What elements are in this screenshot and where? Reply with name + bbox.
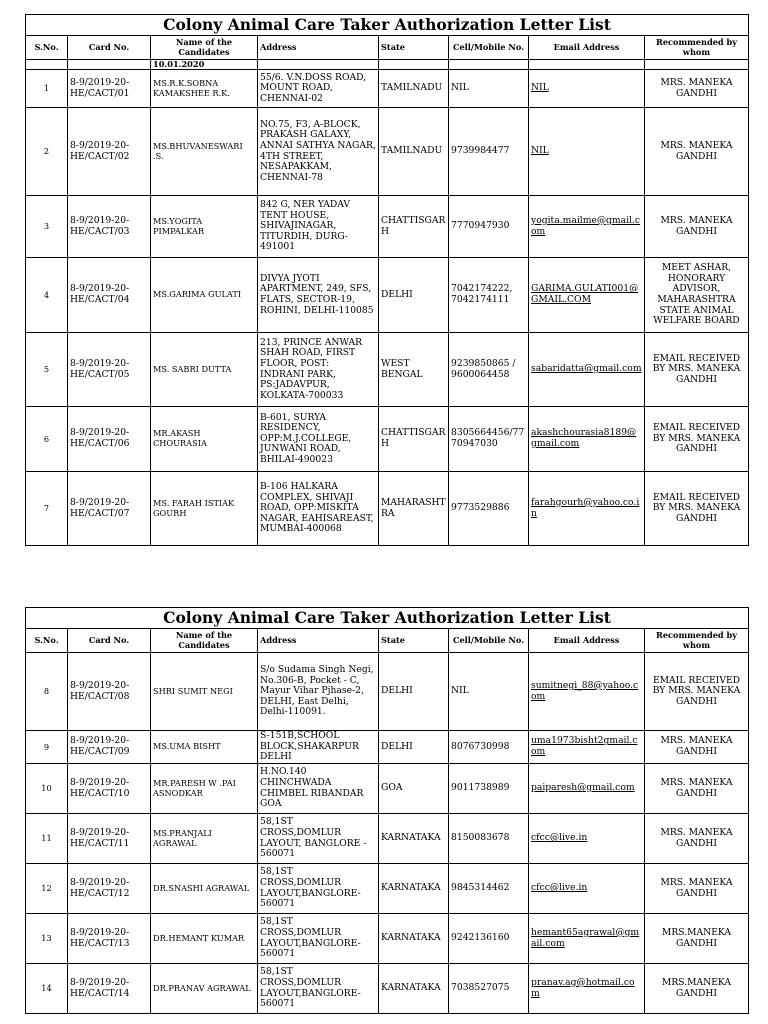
cell-card: 8-9/2019-20-HE/CACT/02 [68, 108, 151, 196]
table-2-body [26, 653, 749, 1014]
cell-card: 8-9/2019-20-HE/CACT/04 [68, 258, 151, 333]
cell-sno: 2 [26, 108, 68, 196]
cell-sno: 12 [26, 864, 68, 914]
cell-phone: 7042174222, 7042174111 [449, 258, 529, 333]
cell-email[interactable]: akashchourasia8189@gmail.com [529, 407, 645, 472]
cell-recommended: MRS. MANEKA GANDHI [645, 764, 749, 814]
header-sno: S.No. [26, 36, 68, 60]
cell-card: 8-9/2019-20-HE/CACT/11 [68, 814, 151, 864]
cell-recommended: EMAIL RECEIVED BY MRS. MANEKA GANDHI [645, 407, 749, 472]
cell-state: KARNATAKA [379, 814, 449, 864]
header-phone: Cell/Mobile No. [449, 36, 529, 60]
cell-card: 8-9/2019-20-HE/CACT/06 [68, 407, 151, 472]
cell-state: KARNATAKA [379, 914, 449, 964]
table-title: Colony Animal Care Taker Authorization Letter List [26, 608, 749, 629]
cell-sno: 10 [26, 764, 68, 814]
cell-state: DELHI [379, 731, 449, 764]
cell-recommended: MRS. MANEKA GANDHI [645, 731, 749, 764]
cell-email[interactable]: NIL [529, 70, 645, 108]
header-name: Name of the Candidates [151, 629, 258, 653]
cell-name: MS. FARAH ISTIAK GOURH [151, 472, 258, 546]
cell-sno: 1 [26, 70, 68, 108]
cell-name: MS.R.K.SOBNA KAMAKSHEE R.K. [151, 70, 258, 108]
cell-card: 8-9/2019-20-HE/CACT/13 [68, 914, 151, 964]
cell-sno: 9 [26, 731, 68, 764]
cell-email[interactable]: sabaridatta@gmail.com [529, 333, 645, 407]
cell-address: 55/6. V.N.DOSS ROAD, MOUNT ROAD, CHENNAI-02 [258, 70, 379, 108]
table-row [26, 814, 749, 864]
cell-email[interactable]: pranav.ag@hotmail.com [529, 964, 645, 1014]
cell-email[interactable]: cfcc@live.in [529, 814, 645, 864]
cell-state: CHATTISGARH [379, 407, 449, 472]
cell-state: TAMILNADU [379, 70, 449, 108]
cell-name: MS.PRANJALI AGRAWAL [151, 814, 258, 864]
cell-recommended: MRS. MANEKA GANDHI [645, 864, 749, 914]
cell-state: TAMILNADU [379, 108, 449, 196]
cell-state: GOA [379, 764, 449, 814]
table-row [26, 407, 749, 472]
cell-state: DELHI [379, 653, 449, 731]
date-cell-empty [379, 60, 449, 70]
cell-recommended: MRS.MANEKA GANDHI [645, 914, 749, 964]
cell-email[interactable]: uma1973bisht2gmail.com [529, 731, 645, 764]
cell-recommended: MRS.MANEKA GANDHI [645, 964, 749, 1014]
header-address: Address [258, 629, 379, 653]
cell-recommended: EMAIL RECEIVED BY MRS. MANEKA GANDHI [645, 653, 749, 731]
cell-name: MS.YOGITA PIMPALKAR [151, 196, 258, 258]
cell-state: CHATTISGARH [379, 196, 449, 258]
cell-phone: 7038527075 [449, 964, 529, 1014]
cell-recommended: EMAIL RECEIVED BY MRS. MANEKA GANDHI [645, 472, 749, 546]
table-row [26, 764, 749, 814]
cell-phone: NIL [449, 70, 529, 108]
cell-card: 8-9/2019-20-HE/CACT/12 [68, 864, 151, 914]
cell-address: B-601, SURYA RESIDENCY, OPP:M.J.COLLEGE, JUNWANI ROAD, BHILAI-490023 [258, 407, 379, 472]
cell-card: 8-9/2019-20-HE/CACT/03 [68, 196, 151, 258]
cell-sno: 3 [26, 196, 68, 258]
header-state: State [379, 629, 449, 653]
cell-state: MAHARASHTRA [379, 472, 449, 546]
table-row [26, 653, 749, 731]
cell-recommended: MRS. MANEKA GANDHI [645, 108, 749, 196]
cell-sno: 13 [26, 914, 68, 964]
cell-email[interactable]: cfcc@live.in [529, 864, 645, 914]
date-cell-empty [529, 60, 645, 70]
cell-card: 8-9/2019-20-HE/CACT/07 [68, 472, 151, 546]
table-row [26, 70, 749, 108]
cell-name: DR.SNASHI AGRAWAL [151, 864, 258, 914]
cell-phone: 8150083678 [449, 814, 529, 864]
cell-sno: 8 [26, 653, 68, 731]
cell-address: DIVYA JYOTI APARTMENT, 249, SFS, FLATS, SECTOR-19, ROHINI, DELHI-110085 [258, 258, 379, 333]
cell-email[interactable]: farahgourh@yahoo.co.in [529, 472, 645, 546]
date-cell-empty [68, 60, 151, 70]
cell-email[interactable]: hemant65agrawal@gmail.com [529, 914, 645, 964]
cell-address: S-151B,SCHOOL BLOCK,SHAKARPUR DELHI [258, 731, 379, 764]
cell-phone: 7770947930 [449, 196, 529, 258]
cell-phone: NIL [449, 653, 529, 731]
date-cell-empty [645, 60, 749, 70]
cell-sno: 14 [26, 964, 68, 1014]
cell-address: H.NO.140 CHINCHWADA CHIMBEL RIBANDAR GOA [258, 764, 379, 814]
cell-address: 842 G, NER YADAV TENT HOUSE, SHIVAJINAGAR, TITURDIH, DURG-491001 [258, 196, 379, 258]
cell-sno: 4 [26, 258, 68, 333]
date-label: 10.01.2020 [151, 60, 258, 70]
cell-name: SHRI SUMIT NEGI [151, 653, 258, 731]
cell-sno: 7 [26, 472, 68, 546]
cell-card: 8-9/2019-20-HE/CACT/01 [68, 70, 151, 108]
cell-card: 8-9/2019-20-HE/CACT/08 [68, 653, 151, 731]
header-state: State [379, 36, 449, 60]
cell-state: KARNATAKA [379, 964, 449, 1014]
cell-name: MR.AKASH CHOURASIA [151, 407, 258, 472]
cell-phone: 9242136160 [449, 914, 529, 964]
cell-email[interactable]: GARIMA.GULATI001@GMAIL.COM [529, 258, 645, 333]
cell-sno: 11 [26, 814, 68, 864]
cell-email[interactable]: paiparesh@gmail.com [529, 764, 645, 814]
cell-sno: 6 [26, 407, 68, 472]
cell-email[interactable]: yogita.mailme@gmail.com [529, 196, 645, 258]
date-cell-empty [449, 60, 529, 70]
cell-phone: 8076730998 [449, 731, 529, 764]
cell-phone: 9845314462 [449, 864, 529, 914]
authorization-table-2 [25, 607, 749, 1014]
header-recommended: Recommended by whom [645, 36, 749, 60]
cell-email[interactable]: sumitnegi_88@yahoo.com [529, 653, 645, 731]
cell-name: MS.BHUVANESWARI .S. [151, 108, 258, 196]
cell-name: MS. SABRI DUTTA [151, 333, 258, 407]
cell-card: 8-9/2019-20-HE/CACT/09 [68, 731, 151, 764]
cell-sno: 5 [26, 333, 68, 407]
cell-phone: 9239850865 / 9600064458 [449, 333, 529, 407]
cell-card: 8-9/2019-20-HE/CACT/05 [68, 333, 151, 407]
cell-address: 58,1ST CROSS,DOMLUR LAYOUT, BANGLORE - 560071 [258, 814, 379, 864]
cell-recommended: EMAIL RECEIVED BY MRS. MANEKA GANDHI [645, 333, 749, 407]
table-row [26, 914, 749, 964]
cell-name: DR.HEMANT KUMAR [151, 914, 258, 964]
cell-recommended: MEET ASHAR, HONORARY ADVISOR, MAHARASHTRA STATE ANIMAL WELFARE BOARD [645, 258, 749, 333]
cell-address: S/o Sudama Singh Negi, No.306-B, Pocket - C, Mayur Vihar Pjhase-2, DELHI, East Delhi, Delhi-110091. [258, 653, 379, 731]
cell-recommended: MRS. MANEKA GANDHI [645, 70, 749, 108]
header-email: Email Address [529, 36, 645, 60]
cell-state: DELHI [379, 258, 449, 333]
cell-email[interactable]: NIL [529, 108, 645, 196]
cell-phone: 9739984477 [449, 108, 529, 196]
cell-recommended: MRS. MANEKA GANDHI [645, 196, 749, 258]
cell-phone: 8305664456/7770947030 [449, 407, 529, 472]
header-card-no: Card No. [68, 36, 151, 60]
cell-address: 58,1ST CROSS,DOMLUR LAYOUT,BANGLORE-560071 [258, 864, 379, 914]
cell-phone: 9773529886 [449, 472, 529, 546]
table-row [26, 258, 749, 333]
table-1-body [26, 70, 749, 546]
cell-name: MS.UMA BISHT [151, 731, 258, 764]
table-row [26, 196, 749, 258]
header-card-no: Card No. [68, 629, 151, 653]
cell-recommended: MRS. MANEKA GANDHI [645, 814, 749, 864]
cell-address: NO.75, F3, A-BLOCK, PRAKASH GALAXY, ANNAI SATHYA NAGAR, 4TH STREET, NESAPAKKAM, CHENNAI-78 [258, 108, 379, 196]
header-phone: Cell/Mobile No. [449, 629, 529, 653]
header-recommended: Recommended by whom [645, 629, 749, 653]
cell-card: 8-9/2019-20-HE/CACT/10 [68, 764, 151, 814]
cell-name: MR.PARESH W .PAI ASNODKAR [151, 764, 258, 814]
cell-card: 8-9/2019-20-HE/CACT/14 [68, 964, 151, 1014]
header-email: Email Address [529, 629, 645, 653]
cell-address: 58,1ST CROSS,DOMLUR LAYOUT,BANGLORE-560071 [258, 964, 379, 1014]
cell-address: B-106 HALKARA COMPLEX, SHIVAJI ROAD, OPP:MISKITA NAGAR, EAHISAREAST, MUMBAI-400068 [258, 472, 379, 546]
date-cell-empty [26, 60, 68, 70]
cell-state: KARNATAKA [379, 864, 449, 914]
header-name: Name of the Candidates [151, 36, 258, 60]
table-row [26, 333, 749, 407]
table-title: Colony Animal Care Taker Authorization Letter List [26, 15, 749, 36]
cell-state: WEST BENGAL [379, 333, 449, 407]
cell-name: DR.PRANAV AGRAWAL [151, 964, 258, 1014]
table-row [26, 964, 749, 1014]
header-address: Address [258, 36, 379, 60]
cell-name: MS.GARIMA GULATI [151, 258, 258, 333]
cell-address: 58,1ST CROSS,DOMLUR LAYOUT,BANGLORE-560071 [258, 914, 379, 964]
authorization-table-1 [25, 14, 749, 546]
table-row [26, 864, 749, 914]
table-row [26, 731, 749, 764]
table-row [26, 108, 749, 196]
cell-phone: 9011738989 [449, 764, 529, 814]
table-row [26, 472, 749, 546]
cell-address: 213, PRINCE ANWAR SHAH ROAD, FIRST FLOOR, POST: INDRANI PARK, PS:JADAVPUR, KOLKATA-700033 [258, 333, 379, 407]
date-cell-empty [258, 60, 379, 70]
header-sno: S.No. [26, 629, 68, 653]
